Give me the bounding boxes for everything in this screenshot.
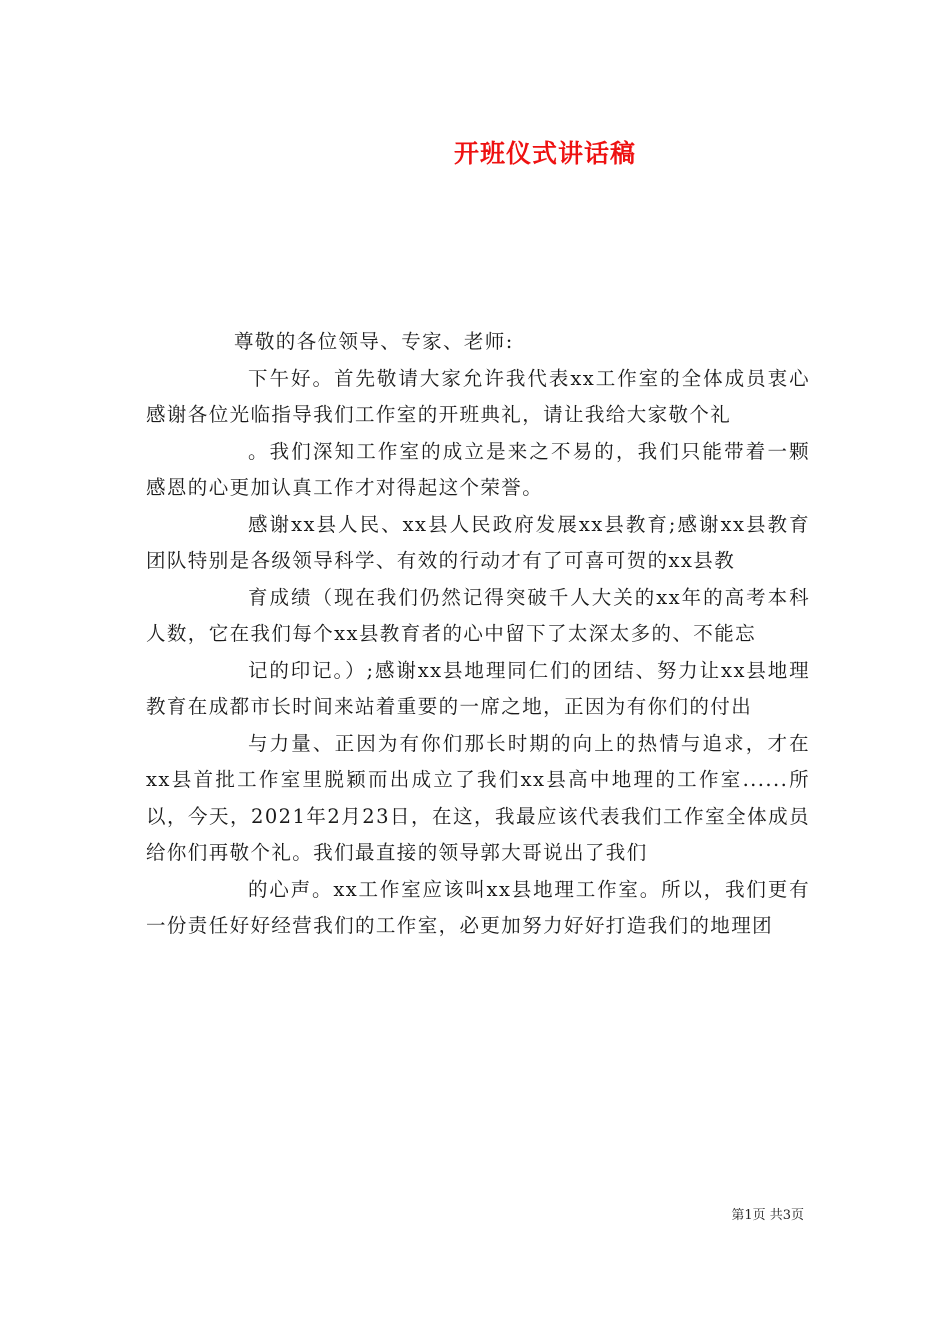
body-paragraph: 记的印记。）;感谢xx县地理同仁们的团结、努力让xx县地理教育在成都市长时间来站着重要的一席之地，正因为有你们的付出: [146, 658, 810, 718]
body-paragraph: 的心声。xx工作室应该叫xx县地理工作室。所以，我们更有一份责任好好经营我们的工作室，必更加努力好好打造我们的地理团: [146, 877, 810, 937]
body-paragraph: 育成绩（现在我们仍然记得突破千人大关的xx年的高考本科人数，它在我们每个xx县教育者的心中留下了太深太多的、不能忘: [146, 585, 810, 645]
page-number-footer: 第1页 共3页: [731, 1208, 804, 1223]
body-paragraph: 。我们深知工作室的成立是来之不易的，我们只能带着一颗感恩的心更加认真工作才对得起这个荣誉。: [146, 439, 810, 499]
document-body: [146, 324, 810, 945]
salutation-paragraph: 尊敬的各位领导、专家、老师:: [234, 330, 514, 353]
document-title: 开班仪式讲话稿: [453, 139, 636, 168]
body-paragraph: 下午好。首先敬请大家允许我代表xx工作室的全体成员衷心感谢各位光临指导我们工作室的开班典礼，请让我给大家敬个礼: [146, 366, 810, 426]
body-paragraph: 感谢xx县人民、xx县人民政府发展xx县教育;感谢xx县教育团队特别是各级领导科学、有效的行动才有了可喜可贺的xx县教: [146, 512, 810, 572]
body-paragraph: 与力量、正因为有你们那长时期的向上的热情与追求，才在xx县首批工作室里脱颖而出成立了我们xx县高中地理的工作室......所以，今天，2021年2月23日，在这，我最应该代表我们工作室全体成员给你们再敬个礼。我们最直接的领导郭大哥说出了我们: [146, 731, 810, 864]
